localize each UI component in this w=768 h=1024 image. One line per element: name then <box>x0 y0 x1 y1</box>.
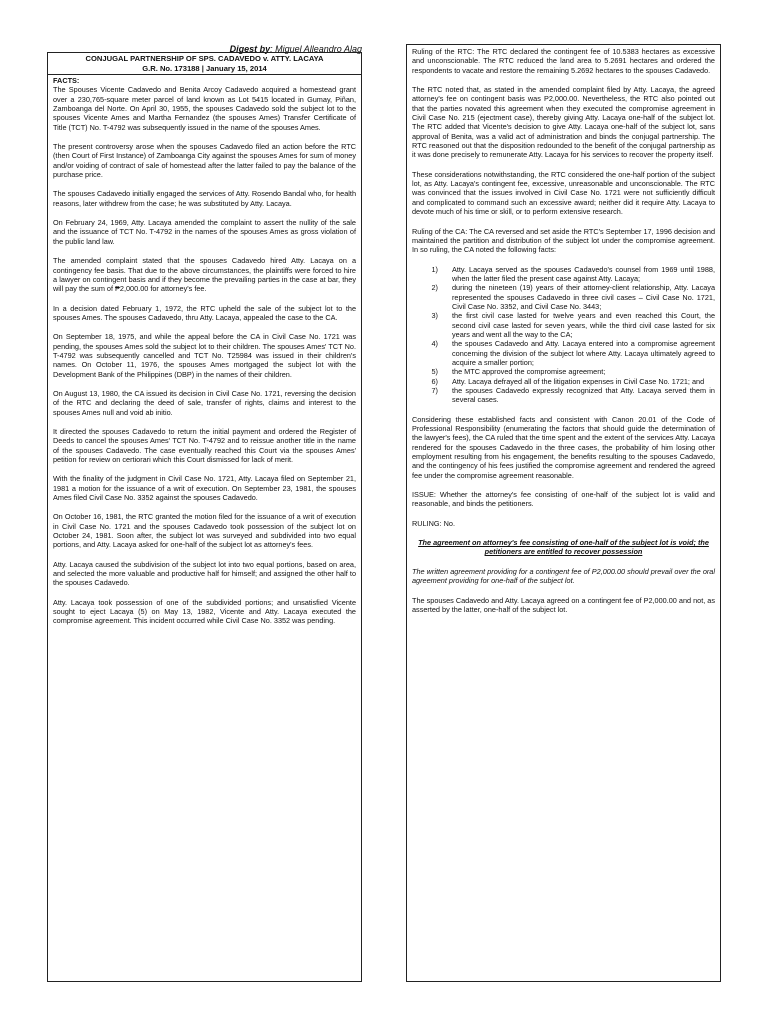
list-item <box>412 367 715 376</box>
list-number: 3) <box>431 311 438 321</box>
right-column <box>406 44 721 982</box>
case-citation: G.R. No. 173188 | January 15, 2014 <box>142 63 267 73</box>
list-number: 1) <box>431 264 438 274</box>
list-text: the first civil case lasted for twelve years and even reached this Court, the second civil case lasted for seven years, while the third civil case lasted for six years and went all the way to the CA; <box>452 311 715 339</box>
facts-paragraph: On August 13, 1980, the CA issued its decision in Civil Case No. 1721, reversing the decision of the RTC and declaring the deed of sale, transfer of rights, claims and interest to the spouses Ames null and void ab initio. <box>53 388 356 417</box>
digest-author: Miguel Alleandro Alag <box>275 44 362 54</box>
facts-section <box>48 75 361 637</box>
case-title: CONJUGAL PARTNERSHIP OF SPS. CADAVEDO v. ATTY. LACAYA <box>85 54 324 63</box>
list-text: the spouses Cadavedo and Atty. Lacaya entered into a compromise agreement concerning the division of the subject lot where Atty. Lacaya ultimately agreed to acquire a smaller portion; <box>452 339 715 367</box>
list-text: Atty. Lacaya defrayed all of the litigation expenses in Civil Case No. 1721; and <box>452 376 705 386</box>
left-column <box>47 52 362 982</box>
rtc-ruling-paragraph: Ruling of the RTC: The RTC declared the contingent fee of 10.5383 hectares as excessive and unconscionable. The RTC reduced the land area to 5.2691 hectares and ordered the respondents to vacate and restore the remaining 5.2692 hectares to the spouses Cadavedo. <box>412 47 715 75</box>
list-item <box>412 311 715 339</box>
ca-facts-list <box>412 265 715 405</box>
list-number: 5) <box>431 367 438 377</box>
facts-paragraph: In a decision dated February 1, 1972, the RTC upheld the sale of the subject lot to the spouses Ames. The spouses Cadavedo, thru Atty. Lacaya, appealed the case to the CA. <box>53 303 356 322</box>
list-number: 4) <box>431 339 438 349</box>
facts-paragraph: The spouses Cadavedo initially engaged the services of Atty. Rosendo Bandal who, for health reasons, later withdrew from the case; he was substituted by Atty. Lacaya. <box>53 189 356 208</box>
facts-paragraph: The Spouses Vicente Cadavedo and Benita Arcoy Cadavedo acquired a homestead grant over a 230,765-square meter parcel of land known as Lot 5415 located in Gumay, Piñan, Zamboanga del Norte. On April 30, 1955, the spouses Cadavedo sold the subject lot to the spouses Vicente Ames and Martha Fernandez (the spouses Ames) Transfer Certificate of Title (TCT) No. T-4792 was subsequently issued in the name of the spouses Ames. <box>53 85 356 132</box>
ca-ruling-paragraph: Ruling of the CA: The CA reversed and set aside the RTC's September 17, 1996 decision and maintained the partition and distribution of the subject lot under the compromise agreement. In so ruling, the CA noted the following facts: <box>412 226 715 255</box>
facts-paragraph: Atty. Lacaya caused the subdivision of the subject lot into two equal portions, based on area, and selected the more valuable and productive half for himself; and assigned the other half to the spouses Cadavedo. <box>53 559 356 588</box>
list-item <box>412 339 715 367</box>
list-number: 7) <box>431 386 438 395</box>
digest-byline: Digest by: Miguel Alleandro Alag <box>229 44 362 54</box>
list-item <box>412 377 715 386</box>
digest-label: Digest by <box>229 44 271 54</box>
issue-paragraph: ISSUE: Whether the attorney's fee consisting of one-half of the subject lot is valid and reasonable, and binds the petitioners. <box>412 490 715 509</box>
list-text: Atty. Lacaya served as the spouses Cadavedo's counsel from 1969 until 1988, when the latter filed the present case against Atty. Lacaya; <box>452 264 715 283</box>
rtc-considerations-paragraph: These considerations notwithstanding, the RTC considered the one-half portion of the subject lot, as Atty. Lacaya's contingent fee, excessive, unreasonable and unconscionable. The RTC was convinced that the issues involved in Civil Case No. 1721 were not sufficiently difficult and complicated to command such an excessive award; neither did it require Atty. Lacaya to devote much of his time or skill, or to perform extensive research. <box>412 169 715 217</box>
list-text: during the nineteen (19) years of their attorney-client relationship, Atty. Lacaya represented the spouses Cadavedo in three civil cases – Civil Case No. 1721, Civil Case No. 3352, and Civil Case No. 3443; <box>452 283 715 311</box>
list-item <box>412 265 715 284</box>
canon-paragraph: Considering these established facts and consistent with Canon 20.01 of the Code of Professional Responsibility (enumerating the factors that should guide the determination of the lawyer's fees), the CA ruled that the time spent and the extent of the services Atty. Lacaya rendered for the spouses Cadavedo in the three cases, the probability of him losing other employment resulting from his engagement, the benefits resulting to the spouses Cadavedo, and the contingency of his fees justified the compromise agreement and rendered the agreed fee under the compromise agreement reasonable. <box>412 414 715 480</box>
rtc-noted-paragraph: The RTC noted that, as stated in the amended complaint filed by Atty. Lacaya, the agreed attorney's fee on contingent basis was P2,000.00. Nevertheless, the RTC also pointed out that the parties novated this agreement when they executed the compromise agreement in Civil Case No. 215 (ejectment case), thereby giving Atty. Lacaya one-half of the subject lot. The RTC added that Vicente's decision to give Atty. Lacaya one-half of the subject lot, sans approval of Benita, was a valid act of administration and binds the conjugal partnership. The RTC reasoned out that the disposition redounded to the benefit of the conjugal partnership as it was done precisely to remunerate Atty. Lacaya for his services to recover the property itself. <box>412 85 715 160</box>
facts-paragraph: Atty. Lacaya took possession of one of the subdivided portions; and unsatisfied Vicente sought to eject Lacaya (5) on May 13, 1982, Vicente and Atty. Lacaya executed the compromise agreement. This incident occurred while Civil Case No. 3352 was pending. <box>53 597 356 626</box>
ruling-paragraph: RULING: No. <box>412 518 455 528</box>
facts-paragraph: On February 24, 1969, Atty. Lacaya amended the complaint to assert the nullity of the sale and the issuance of TCT No. T-4792 in the names of the spouses Ames as gross violation of the public land law. <box>53 218 356 246</box>
list-number: 2) <box>431 283 438 293</box>
facts-paragraph: With the finality of the judgment in Civil Case No. 1721, Atty. Lacaya filed on September 21, 1981 a motion for the issuance of a writ of execution. On September 23, 1981, the spouses Ames filed Civil Case No. 3352 against the spouses Cadavedo. <box>53 474 356 503</box>
facts-paragraph: It directed the spouses Cadavedo to return the initial payment and ordered the Register of Deeds to cancel the spouses Ames' TCT No. T-4792 and to reissue another title in the name of the spouses Cadavedo. The case eventually reached this Court via the spouses Ames' petition for review on certiorari which this Court dismissed for lack of merit. <box>53 426 356 464</box>
list-text: the MTC approved the compromise agreement; <box>452 367 606 377</box>
facts-paragraph: On October 16, 1981, the RTC granted the motion filed for the issuance of a writ of execution in Civil Case No. 1721 and the spouses Cadavedo took possession of the subject lot on October 24, 1981. Soon after, the subject lot was surveyed and subdivided into two equal portions, and Atty. Lacaya asked for one-half of the subject lot as attorney's fees. <box>53 512 356 550</box>
doctrine-heading: The agreement on attorney's fee consisting of one-half of the subject lot is void; the petitioners are entitled to recover possession <box>418 538 709 557</box>
case-header <box>48 53 361 75</box>
facts-heading: FACTS: <box>53 76 80 85</box>
list-text: the spouses Cadavedo expressly recognized that Atty. Lacaya served them in several cases. <box>452 386 715 405</box>
list-item <box>412 283 715 311</box>
list-number: 6) <box>431 376 438 386</box>
italic-paragraph: The written agreement providing for a contingent fee of P2,000.00 should prevail over the oral agreement providing for one-half of the subject lot. <box>412 566 715 586</box>
final-paragraph: The spouses Cadavedo and Atty. Lacaya agreed on a contingent fee of P2,000.00 and not, as asserted by the latter, one-half of the subject lot. <box>412 595 715 614</box>
facts-paragraph: On September 18, 1975, and while the appeal before the CA in Civil Case No. 1721 was pending, the spouses Ames sold the subject lot to their children. The spouses Ames' TCT No. T-4792 was subsequently cancelled and TCT No. T25984 was issued in their children's names. On October 11, 1976, the spouses Ames mortgaged the subject lot with the Development Bank of the Philippines (DBP) in the names of their children. <box>53 332 356 379</box>
facts-paragraph: The present controversy arose when the spouses Cadavedo filed an action before the RTC (then Court of First Instance) of Zamboanga City against the spouses Ames for sum of money and/or voiding of contract of sale of homestead after the latter failed to pay the balance of the purchase price. <box>53 142 356 180</box>
list-item <box>412 386 715 405</box>
facts-paragraph: The amended complaint stated that the spouses Cadavedo hired Atty. Lacaya on a contingency fee basis. That due to the above circumstances, the plaintiffs were forced to hire a lawyer on contingent basis and if they become the prevailing parties in the case at bar, they will pay the sum of ₱2,000.00 for attorney's fee. <box>53 256 356 294</box>
